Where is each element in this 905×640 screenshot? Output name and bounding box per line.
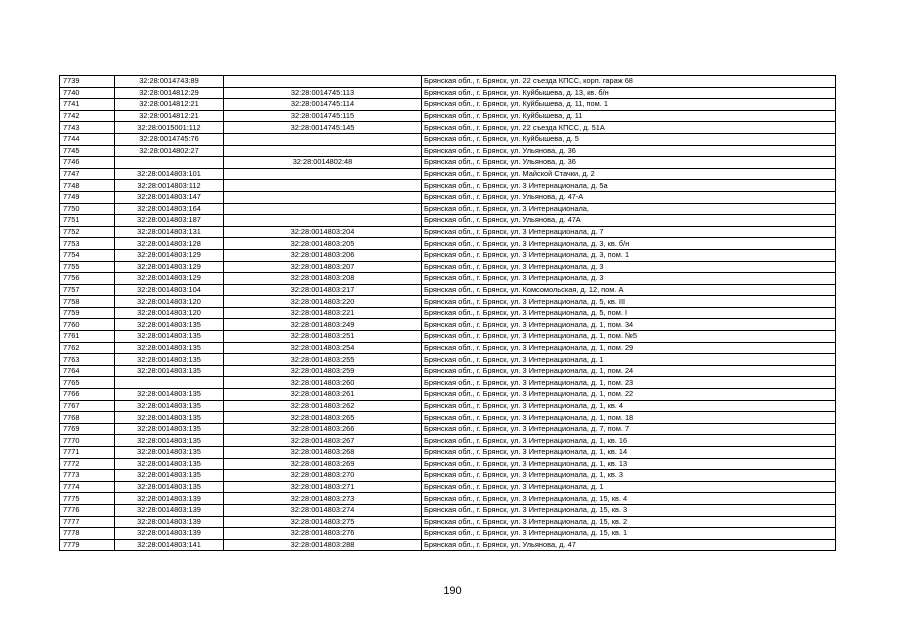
row-number-cell: 7764 <box>60 365 115 377</box>
linked-cadastral-number-cell: 32:28:0014803:271 <box>224 481 422 493</box>
table-row <box>60 412 836 424</box>
row-number-cell: 7739 <box>60 76 115 88</box>
address-cell: Брянская обл., г. Брянск, ул. 3 Интернационала, д. 15, кв. 4 <box>422 493 836 505</box>
cadastral-number-cell: 32:28:0014803:141 <box>115 539 224 551</box>
row-number-cell: 7759 <box>60 307 115 319</box>
row-number-cell: 7755 <box>60 261 115 273</box>
address-cell: Брянская обл., г. Брянск, ул. 3 Интернационала, д. 5, кв. III <box>422 296 836 308</box>
linked-cadastral-number-cell: 32:28:0014803:217 <box>224 284 422 296</box>
row-number-cell: 7770 <box>60 435 115 447</box>
row-number-cell: 7774 <box>60 481 115 493</box>
table-row <box>60 180 836 192</box>
row-number-cell: 7744 <box>60 133 115 145</box>
cadastral-number-cell: 32:28:0014803:135 <box>115 400 224 412</box>
linked-cadastral-number-cell: 32:28:0014803:205 <box>224 238 422 250</box>
cadastral-number-cell: 32:28:0014803:164 <box>115 203 224 215</box>
address-cell: Брянская обл., г. Брянск, ул. 3 Интернационала, д. 1, пом. 23 <box>422 377 836 389</box>
table-row <box>60 435 836 447</box>
linked-cadastral-number-cell: 32:28:0014803:268 <box>224 447 422 459</box>
address-cell: Брянская обл., г. Брянск, ул. 3 Интернационала, <box>422 203 836 215</box>
cadastral-number-cell: 32:28:0014803:112 <box>115 180 224 192</box>
linked-cadastral-number-cell: 32:28:0014803:270 <box>224 470 422 482</box>
cadastral-number-cell: 32:28:0014803:147 <box>115 191 224 203</box>
linked-cadastral-number-cell: 32:28:0014802:48 <box>224 157 422 169</box>
row-number-cell: 7769 <box>60 423 115 435</box>
row-number-cell: 7762 <box>60 342 115 354</box>
cadastral-number-cell: 32:28:0014803:120 <box>115 296 224 308</box>
cadastral-number-cell: 32:28:0014803:135 <box>115 423 224 435</box>
linked-cadastral-number-cell <box>224 215 422 227</box>
linked-cadastral-number-cell <box>224 203 422 215</box>
table-row <box>60 273 836 285</box>
linked-cadastral-number-cell: 32:28:0014803:273 <box>224 493 422 505</box>
table-row <box>60 423 836 435</box>
address-cell: Брянская обл., г. Брянск, ул. 3 Интернационала, д. 1, пом. 18 <box>422 412 836 424</box>
row-number-cell: 7776 <box>60 504 115 516</box>
cadastral-number-cell: 32:28:0014803:135 <box>115 389 224 401</box>
linked-cadastral-number-cell: 32:28:0014803:208 <box>224 273 422 285</box>
address-cell: Брянская обл., г. Брянск, ул. Ульянова, д. 47-А <box>422 191 836 203</box>
row-number-cell: 7741 <box>60 99 115 111</box>
linked-cadastral-number-cell: 32:28:0014803:266 <box>224 423 422 435</box>
cadastral-number-cell: 32:28:0014803:104 <box>115 284 224 296</box>
cadastral-number-cell: 32:28:0014802:27 <box>115 145 224 157</box>
table-row <box>60 133 836 145</box>
address-cell: Брянская обл., г. Брянск, ул. 3 Интернационала, д. 7, пом. 7 <box>422 423 836 435</box>
cadastral-number-cell: 32:28:0014812:21 <box>115 99 224 111</box>
table-row <box>60 249 836 261</box>
address-cell: Брянская обл., г. Брянск, ул. Ульянова, д. 47А <box>422 215 836 227</box>
cadastral-number-cell: 32:28:0014803:135 <box>115 481 224 493</box>
row-number-cell: 7760 <box>60 319 115 331</box>
linked-cadastral-number-cell: 32:28:0014803:262 <box>224 400 422 412</box>
address-cell: Брянская обл., г. Брянск, ул. 3 Интернационала, д. 1, кв. 4 <box>422 400 836 412</box>
linked-cadastral-number-cell: 32:28:0014803:269 <box>224 458 422 470</box>
row-number-cell: 7761 <box>60 331 115 343</box>
cadastral-number-cell: 32:28:0015001:112 <box>115 122 224 134</box>
cadastral-number-cell: 32:28:0014803:135 <box>115 354 224 366</box>
cadastral-number-cell: 32:28:0014803:139 <box>115 516 224 528</box>
row-number-cell: 7766 <box>60 389 115 401</box>
address-cell: Брянская обл., г. Брянск, ул. 3 Интернационала, д. 1, пом. №5 <box>422 331 836 343</box>
linked-cadastral-number-cell: 32:28:0014803:259 <box>224 365 422 377</box>
linked-cadastral-number-cell: 32:28:0014803:251 <box>224 331 422 343</box>
cadastral-number-cell: 32:28:0014803:135 <box>115 458 224 470</box>
row-number-cell: 7758 <box>60 296 115 308</box>
table-row <box>60 481 836 493</box>
row-number-cell: 7743 <box>60 122 115 134</box>
linked-cadastral-number-cell: 32:28:0014803:254 <box>224 342 422 354</box>
row-number-cell: 7750 <box>60 203 115 215</box>
linked-cadastral-number-cell <box>224 191 422 203</box>
table-row <box>60 284 836 296</box>
cadastral-number-cell: 32:28:0014803:139 <box>115 528 224 540</box>
cadastral-number-cell: 32:28:0014803:135 <box>115 435 224 447</box>
cadastral-number-cell: 32:28:0014803:135 <box>115 447 224 459</box>
table-row <box>60 342 836 354</box>
linked-cadastral-number-cell <box>224 133 422 145</box>
property-table <box>59 75 836 551</box>
linked-cadastral-number-cell <box>224 145 422 157</box>
table-row <box>60 157 836 169</box>
linked-cadastral-number-cell <box>224 168 422 180</box>
address-cell: Брянская обл., г. Брянск, ул. 3 Интернационала, д. 15, кв. 1 <box>422 528 836 540</box>
linked-cadastral-number-cell: 32:28:0014745:115 <box>224 110 422 122</box>
address-cell: Брянская обл., г. Брянск, ул. 3 Интернационала, д. 3, кв. б/н <box>422 238 836 250</box>
row-number-cell: 7753 <box>60 238 115 250</box>
cadastral-number-cell: 32:28:0014812:21 <box>115 110 224 122</box>
row-number-cell: 7754 <box>60 249 115 261</box>
row-number-cell: 7779 <box>60 539 115 551</box>
table-row <box>60 145 836 157</box>
linked-cadastral-number-cell: 32:28:0014803:220 <box>224 296 422 308</box>
address-cell: Брянская обл., г. Брянск, ул. 3 Интернационала, д. 5а <box>422 180 836 192</box>
row-number-cell: 7748 <box>60 180 115 192</box>
table-row <box>60 516 836 528</box>
address-cell: Брянская обл., г. Брянск, ул. 3 Интернационала, д. 7 <box>422 226 836 238</box>
table-row <box>60 215 836 227</box>
table-row <box>60 261 836 273</box>
table-row <box>60 365 836 377</box>
table-row <box>60 296 836 308</box>
address-cell: Брянская обл., г. Брянск, ул. 3 Интернационала, д. 5, пом. I <box>422 307 836 319</box>
cadastral-number-cell: 32:28:0014745:76 <box>115 133 224 145</box>
linked-cadastral-number-cell: 32:28:0014745:114 <box>224 99 422 111</box>
page-number: 190 <box>443 585 462 597</box>
table-row <box>60 377 836 389</box>
address-cell: Брянская обл., г. Брянск, ул. 3 Интернационала, д. 1, кв. 13 <box>422 458 836 470</box>
address-cell: Брянская обл., г. Брянск, ул. 3 Интернационала, д. 1, пом. 22 <box>422 389 836 401</box>
table-row <box>60 110 836 122</box>
address-cell: Брянская обл., г. Брянск, ул. 3 Интернационала, д. 1 <box>422 481 836 493</box>
cadastral-number-cell: 32:28:0014803:129 <box>115 261 224 273</box>
table-row <box>60 354 836 366</box>
row-number-cell: 7747 <box>60 168 115 180</box>
row-number-cell: 7772 <box>60 458 115 470</box>
linked-cadastral-number-cell: 32:28:0014803:275 <box>224 516 422 528</box>
row-number-cell: 7763 <box>60 354 115 366</box>
address-cell: Брянская обл., г. Брянск, ул. Ульянова, д. 36 <box>422 157 836 169</box>
table-row <box>60 319 836 331</box>
address-cell: Брянская обл., г. Брянск, ул. 22 съезда КПСС, д. 51А <box>422 122 836 134</box>
row-number-cell: 7756 <box>60 273 115 285</box>
cadastral-number-cell: 32:28:0014803:135 <box>115 319 224 331</box>
address-cell: Брянская обл., г. Брянск, ул. Ульянова, д. 36 <box>422 145 836 157</box>
linked-cadastral-number-cell: 32:28:0014803:267 <box>224 435 422 447</box>
linked-cadastral-number-cell: 32:28:0014803:255 <box>224 354 422 366</box>
address-cell: Брянская обл., г. Брянск, ул. 3 Интернационала, д. 1 <box>422 354 836 366</box>
cadastral-number-cell: 32:28:0014803:120 <box>115 307 224 319</box>
cadastral-number-cell: 32:28:0014803:139 <box>115 493 224 505</box>
address-cell: Брянская обл., г. Брянск, ул. 3 Интернационала, д. 15, кв. 3 <box>422 504 836 516</box>
linked-cadastral-number-cell: 32:28:0014803:221 <box>224 307 422 319</box>
cadastral-number-cell: 32:28:0014803:135 <box>115 470 224 482</box>
row-number-cell: 7768 <box>60 412 115 424</box>
table-row <box>60 87 836 99</box>
address-cell: Брянская обл., г. Брянск, ул. 3 Интернационала, д. 3, пом. 1 <box>422 249 836 261</box>
cadastral-number-cell: 32:28:0014803:187 <box>115 215 224 227</box>
linked-cadastral-number-cell <box>224 76 422 88</box>
row-number-cell: 7773 <box>60 470 115 482</box>
table-row <box>60 389 836 401</box>
row-number-cell: 7746 <box>60 157 115 169</box>
cadastral-number-cell <box>115 377 224 389</box>
address-cell: Брянская обл., г. Брянск, ул. Куйбышева, д. 11, пом. 1 <box>422 99 836 111</box>
address-cell: Брянская обл., г. Брянск, ул. 22 съезда КПСС, корп. гараж 68 <box>422 76 836 88</box>
row-number-cell: 7740 <box>60 87 115 99</box>
row-number-cell: 7778 <box>60 528 115 540</box>
table-row <box>60 238 836 250</box>
row-number-cell: 7749 <box>60 191 115 203</box>
table-row <box>60 447 836 459</box>
cadastral-number-cell <box>115 157 224 169</box>
cadastral-number-cell: 32:28:0014812:29 <box>115 87 224 99</box>
table-row <box>60 191 836 203</box>
cadastral-number-cell: 32:28:0014803:135 <box>115 342 224 354</box>
address-cell: Брянская обл., г. Брянск, ул. Ульянова, д. 47 <box>422 539 836 551</box>
table-row <box>60 539 836 551</box>
table-row <box>60 528 836 540</box>
cadastral-number-cell: 32:28:0014803:131 <box>115 226 224 238</box>
linked-cadastral-number-cell: 32:28:0014803:207 <box>224 261 422 273</box>
table-row <box>60 226 836 238</box>
address-cell: Брянская обл., г. Брянск, ул. 3 Интернационала, д. 1, кв. 14 <box>422 447 836 459</box>
table-row <box>60 400 836 412</box>
row-number-cell: 7777 <box>60 516 115 528</box>
address-cell: Брянская обл., г. Брянск, ул. Майской Стачки, д. 2 <box>422 168 836 180</box>
address-cell: Брянская обл., г. Брянск, ул. Куйбышева, д. 13, кв. б/н <box>422 87 836 99</box>
cadastral-number-cell: 32:28:0014803:139 <box>115 504 224 516</box>
address-cell: Брянская обл., г. Брянск, ул. 3 Интернационала, д. 1, пом. 29 <box>422 342 836 354</box>
address-cell: Брянская обл., г. Брянск, ул. 3 Интернационала, д. 1, кв. 16 <box>422 435 836 447</box>
address-cell: Брянская обл., г. Брянск, ул. Комсомольская, д. 12, пом. А <box>422 284 836 296</box>
linked-cadastral-number-cell: 32:28:0014745:145 <box>224 122 422 134</box>
address-cell: Брянская обл., г. Брянск, ул. 3 Интернационала, д. 1, пом. 34 <box>422 319 836 331</box>
row-number-cell: 7752 <box>60 226 115 238</box>
table-row <box>60 203 836 215</box>
address-cell: Брянская обл., г. Брянск, ул. 3 Интернационала, д. 1, кв. 3 <box>422 470 836 482</box>
linked-cadastral-number-cell: 32:28:0014803:274 <box>224 504 422 516</box>
address-cell: Брянская обл., г. Брянск, ул. 3 Интернационала, д. 3 <box>422 273 836 285</box>
row-number-cell: 7765 <box>60 377 115 389</box>
cadastral-number-cell: 32:28:0014803:129 <box>115 273 224 285</box>
property-table-body <box>60 76 836 551</box>
cadastral-number-cell: 32:28:0014803:135 <box>115 331 224 343</box>
row-number-cell: 7742 <box>60 110 115 122</box>
linked-cadastral-number-cell: 32:28:0014803:288 <box>224 539 422 551</box>
table-row <box>60 504 836 516</box>
linked-cadastral-number-cell: 32:28:0014803:249 <box>224 319 422 331</box>
address-cell: Брянская обл., г. Брянск, ул. 3 Интернационала, д. 15, кв. 2 <box>422 516 836 528</box>
cadastral-number-cell: 32:28:0014803:128 <box>115 238 224 250</box>
row-number-cell: 7775 <box>60 493 115 505</box>
row-number-cell: 7767 <box>60 400 115 412</box>
table-row <box>60 122 836 134</box>
table-row <box>60 99 836 111</box>
table-row <box>60 470 836 482</box>
address-cell: Брянская обл., г. Брянск, ул. Куйбышева, д. 5 <box>422 133 836 145</box>
table-row <box>60 458 836 470</box>
cadastral-number-cell: 32:28:0014803:101 <box>115 168 224 180</box>
linked-cadastral-number-cell <box>224 180 422 192</box>
linked-cadastral-number-cell: 32:28:0014803:261 <box>224 389 422 401</box>
cadastral-number-cell: 32:28:0014803:129 <box>115 249 224 261</box>
linked-cadastral-number-cell: 32:28:0014803:204 <box>224 226 422 238</box>
cadastral-number-cell: 32:28:0014743:89 <box>115 76 224 88</box>
row-number-cell: 7757 <box>60 284 115 296</box>
linked-cadastral-number-cell: 32:28:0014803:206 <box>224 249 422 261</box>
address-cell: Брянская обл., г. Брянск, ул. 3 Интернационала, д. 3 <box>422 261 836 273</box>
row-number-cell: 7771 <box>60 447 115 459</box>
row-number-cell: 7745 <box>60 145 115 157</box>
cadastral-number-cell: 32:28:0014803:135 <box>115 412 224 424</box>
linked-cadastral-number-cell: 32:28:0014803:260 <box>224 377 422 389</box>
address-cell: Брянская обл., г. Брянск, ул. 3 Интернационала, д. 1, пом. 24 <box>422 365 836 377</box>
address-cell: Брянская обл., г. Брянск, ул. Куйбышева, д. 11 <box>422 110 836 122</box>
table-row <box>60 307 836 319</box>
cadastral-number-cell: 32:28:0014803:135 <box>115 365 224 377</box>
table-row <box>60 331 836 343</box>
linked-cadastral-number-cell: 32:28:0014745:113 <box>224 87 422 99</box>
linked-cadastral-number-cell: 32:28:0014803:265 <box>224 412 422 424</box>
linked-cadastral-number-cell: 32:28:0014803:276 <box>224 528 422 540</box>
table-row <box>60 76 836 88</box>
row-number-cell: 7751 <box>60 215 115 227</box>
table-row <box>60 168 836 180</box>
table-row <box>60 493 836 505</box>
